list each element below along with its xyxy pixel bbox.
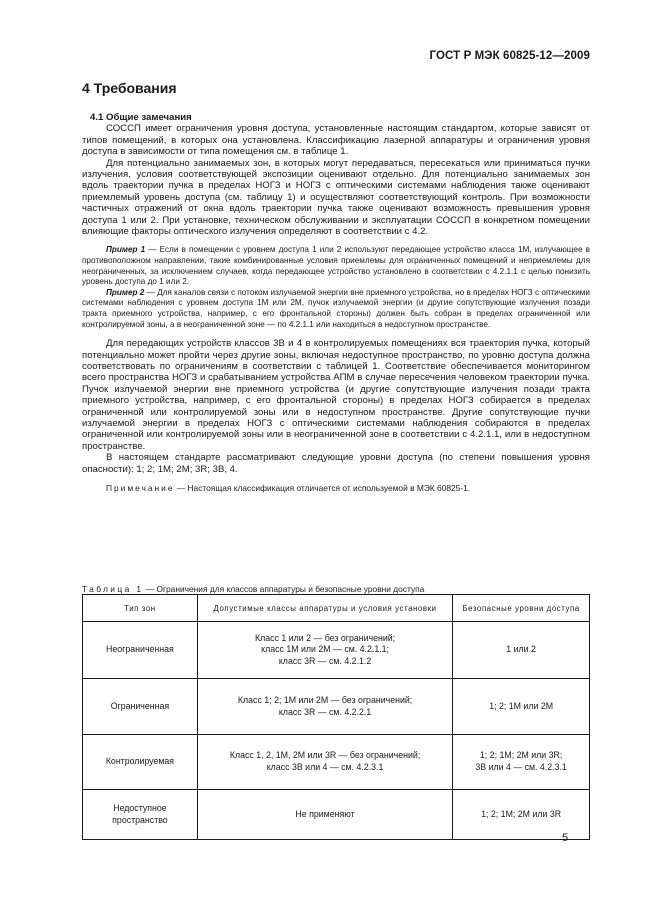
note-text: — Настоящая классификация отличается от используемой в МЭК 60825-1. [174, 483, 471, 494]
table-row [83, 679, 590, 735]
example-paragraph [82, 288, 590, 330]
example-label: Пример 2 [106, 287, 145, 297]
zone-cell: Контролируемая [83, 735, 198, 790]
paragraph: Для потенциально занимаемых зон, в которых могут передаваться, пересекаться или приниматься пучки излучения, условия соответствующей экспозиции оценивают отдельно. Для потенциально занимаемых зон вдоль траектории пучка в пределах НОГЗ и НОГЗ с оптическими системами наблюдения также оценивают приемлемый уровень доступа (см. таблицу 1) и осуществляют соответствующий контроль. При возможности частичных отражений от окна вдоль траектории пучка также оценивают возможность превышения уровня доступа 1 или 2. При установке, техническом обслуживании и эксплуатации СОССП в конкретном помещении влияющие факторы оптического излучения определяют в соответствии с 4.2. [82, 157, 590, 238]
table-caption [82, 584, 424, 594]
table-caption-text: — Ограничения для классов аппаратуры и безопасные уровни доступа [143, 584, 425, 594]
table-header-row [83, 595, 590, 622]
subsection-title: 4.1 Общие замечания [90, 112, 192, 123]
standard-header: ГОСТ Р МЭК 60825-12—2009 [429, 50, 590, 62]
levels-cell: 1; 2; 1М; 2М или 3R; 3В или 4 — см. 4.2.3.1 [453, 735, 590, 790]
paragraph: В настоящем стандарте рассматривают следующие уровни доступа (по степени повышения уровня опасности): 1; 2; 1М; 2М; 3R; 3В, 4. [82, 452, 590, 475]
requirements-table [82, 594, 590, 840]
classes-cell: Класс 1, 2, 1М, 2М или 3R — без ограничений; класс 3В или 4 — см. 4.2.3.1 [197, 735, 452, 790]
example-text: — Если в помещении с уровнем доступа 1 или 2 используют передающее устройство класса 1М, излучающее в противоположном направлении, такие комбинированные условия приемлемы для ограниченных помещений и неприемлемы для неограниченных, за исключением случаев, когда передающее устройство установлено в соответствии с 4.2.1.1 с целью понизить уровень доступа до 1 или 2. [82, 245, 590, 287]
levels-cell: 1; 2; 1М или 2М [453, 679, 590, 735]
classes-cell: Класс 1; 2; 1М или 2М — без ограничений; класс 3R — см. 4.2.2.1 [197, 679, 452, 735]
zone-cell: Неограниченная [83, 622, 198, 679]
column-header: Тип зон [83, 595, 198, 622]
column-header: Безопасные уровни доступа [453, 595, 590, 622]
table-row [83, 735, 590, 790]
classes-cell: Не применяют [197, 790, 452, 840]
levels-cell: 1; 2; 1М; 2М или 3R [453, 790, 590, 840]
paragraph: Для передающих устройств классов 3В и 4 в контролируемых помещениях вся траектория пучка, который потенциально может пройти через другие зоны, включая недоступное пространство, по уровню доступа должна соответствовать по ограничениям в соответствии с таблицей 1. Соответствие обеспечивается мониторингом всего пространства НОГЗ и срабатыванием устройства АПМ в случае пересечения человеком траектории пучка. Пучок излучаемой энергии вне приемного устройства (и другие сопутствующие излучения позади тракта приемного устройства, например, с его фронтальной стороны) в пределах НОГЗ собирается в пределах ограниченной или контролируемой зоны или в недоступном пространстве. Другие сопутствующие пучки излучаемой энергии в пределах НОГЗ с оптическими системами наблюдения собираются в пределах ограниченной или контролируемой зоны или в неограниченной зоне в соответствии с 4.2.1.1, или в недоступном пространстве. [82, 338, 590, 452]
zone-cell: Недоступное пространство [83, 790, 198, 840]
classes-cell: Класс 1 или 2 — без ограничений; класс 1М или 2М — см. 4.2.1.1; класс 3R — см. 4.2.1.2 [197, 622, 452, 679]
table-row [83, 790, 590, 840]
column-header: Допустимые классы аппаратуры и условия установки [197, 595, 452, 622]
example-text: — Для каналов связи с потоком излучаемой энергии вне приемного устройства, но в пределах НОГЗ с оптическими системами наблюдения с уровнем доступа 1М или 2М, пучок излучаемой энергии (и другие сопутствующие излучения позади тракта приемного устройства, например, с его фронтальной стороны) должен быть собран в пределах ограниченной или контролируемой зоны, а в неограниченной зоне — по 4.2.1.1 или находиться в недоступном пространстве. [82, 287, 590, 329]
section-body [82, 80, 590, 494]
example-paragraph [82, 245, 590, 287]
table-row [83, 622, 590, 679]
paragraph: СОССП имеет ограничения уровня доступа, установленные настоящим стандартом, которые зависят от типов помещений, в которых она установлена. Классификацию лазерной аппаратуры и ограничения уровня доступа в зависимости от типа помещения см. в таблице 1. [82, 123, 590, 158]
levels-cell: 1 или 2 [453, 622, 590, 679]
note-label: Примечание [106, 483, 175, 494]
note [82, 483, 590, 494]
zone-cell: Ограниченная [83, 679, 198, 735]
example-label: Пример 1 [106, 245, 146, 255]
table-caption-label: Таблица 1 [82, 584, 144, 594]
page-number: 5 [562, 832, 569, 844]
section-title: 4 Требования [82, 80, 177, 96]
